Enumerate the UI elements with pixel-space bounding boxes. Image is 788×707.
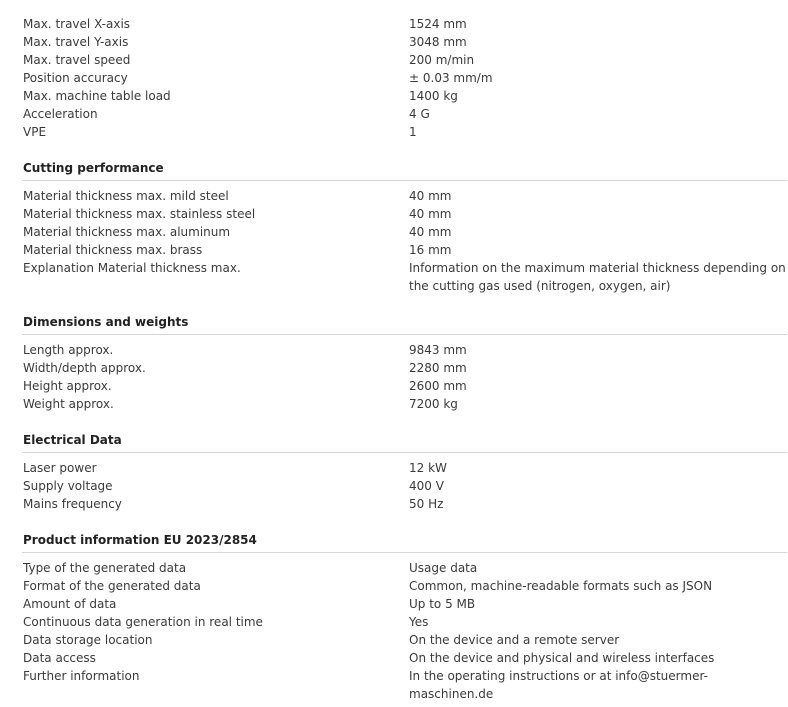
spec-label: Format of the generated data bbox=[23, 579, 201, 593]
spec-row bbox=[23, 69, 788, 87]
spec-row bbox=[23, 459, 788, 477]
spec-label: Data access bbox=[23, 651, 96, 665]
section-dimensions-weights bbox=[23, 313, 788, 413]
spec-row bbox=[23, 123, 788, 141]
spec-value: 12 kW bbox=[409, 461, 447, 475]
section-product-information bbox=[23, 531, 788, 703]
spec-label: Continuous data generation in real time bbox=[23, 615, 263, 629]
spec-label: Material thickness max. aluminum bbox=[23, 225, 231, 239]
spec-label: Max. travel X-axis bbox=[23, 17, 131, 31]
spec-value: 400 V bbox=[409, 479, 444, 493]
spec-row bbox=[23, 205, 788, 223]
spec-row bbox=[23, 595, 788, 613]
spec-value: On the device and physical and wireless interfaces bbox=[409, 651, 715, 665]
spec-value: 2280 mm bbox=[409, 361, 467, 375]
spec-row bbox=[23, 477, 788, 495]
spec-label: Explanation Material thickness max. bbox=[23, 261, 241, 275]
spec-value: Information on the maximum material thickness depending on the cutting gas used (nitrogen, oxygen, air) bbox=[409, 261, 786, 293]
section-cutting-performance bbox=[23, 159, 788, 295]
spec-label: Height approx. bbox=[23, 379, 112, 393]
spec-value: 40 mm bbox=[409, 225, 452, 239]
spec-value: 9843 mm bbox=[409, 343, 467, 357]
spec-value: 3048 mm bbox=[409, 35, 467, 49]
spec-row bbox=[23, 33, 788, 51]
section-spacer bbox=[23, 295, 788, 313]
spec-row bbox=[23, 667, 788, 703]
spec-value: 200 m/min bbox=[409, 53, 475, 67]
section-spacer bbox=[23, 513, 788, 531]
spec-value: Yes bbox=[409, 615, 429, 629]
spec-label: Acceleration bbox=[23, 107, 98, 121]
spec-value: 1 bbox=[409, 125, 417, 139]
spec-row bbox=[23, 559, 788, 577]
spec-value: 1524 mm bbox=[409, 17, 467, 31]
section-heading: Dimensions and weights bbox=[23, 315, 189, 329]
spec-value: ± 0.03 mm/m bbox=[409, 71, 493, 85]
spec-row bbox=[23, 241, 788, 259]
spec-value: Up to 5 MB bbox=[409, 597, 476, 611]
spec-row bbox=[23, 341, 788, 359]
spec-label: Max. travel Y-axis bbox=[23, 35, 129, 49]
spec-label: VPE bbox=[23, 125, 47, 139]
spec-row bbox=[23, 51, 788, 69]
spec-value: Common, machine-readable formats such as JSON bbox=[409, 579, 713, 593]
spec-row bbox=[23, 577, 788, 595]
spec-label: Data storage location bbox=[23, 633, 153, 647]
spec-label: Material thickness max. brass bbox=[23, 243, 203, 257]
spec-row bbox=[23, 631, 788, 649]
spec-label: Length approx. bbox=[23, 343, 114, 357]
section-divider bbox=[22, 552, 787, 553]
spec-row bbox=[23, 359, 788, 377]
spec-label: Max. travel speed bbox=[23, 53, 131, 67]
spec-row bbox=[23, 495, 788, 513]
spec-label: Amount of data bbox=[23, 597, 117, 611]
spec-value: 16 mm bbox=[409, 243, 452, 257]
section-divider bbox=[22, 180, 787, 181]
spec-value: 7200 kg bbox=[409, 397, 458, 411]
spec-label: Width/depth approx. bbox=[23, 361, 146, 375]
spec-value: 40 mm bbox=[409, 207, 452, 221]
spec-label: Supply voltage bbox=[23, 479, 113, 493]
spec-value: 1400 kg bbox=[409, 89, 458, 103]
spec-value: 2600 mm bbox=[409, 379, 467, 393]
section-divider bbox=[22, 452, 787, 453]
spec-label: Max. machine table load bbox=[23, 89, 171, 103]
section-heading: Cutting performance bbox=[23, 161, 164, 175]
spec-label: Weight approx. bbox=[23, 397, 114, 411]
spec-value: 40 mm bbox=[409, 189, 452, 203]
spec-row bbox=[23, 187, 788, 205]
spec-label: Position accuracy bbox=[23, 71, 128, 85]
spec-row bbox=[23, 377, 788, 395]
spec-row bbox=[23, 223, 788, 241]
spec-value: On the device and a remote server bbox=[409, 633, 620, 647]
spec-value: In the operating instructions or at info@stuermer-maschinen.de bbox=[409, 669, 708, 701]
section-spacer bbox=[23, 141, 788, 159]
spec-row bbox=[23, 105, 788, 123]
spec-label: Material thickness max. mild steel bbox=[23, 189, 229, 203]
spec-table bbox=[23, 15, 788, 703]
section-divider bbox=[22, 334, 787, 335]
spec-row bbox=[23, 259, 788, 295]
spec-value: 50 Hz bbox=[409, 497, 444, 511]
section-electrical-data bbox=[23, 431, 788, 513]
spec-row bbox=[23, 613, 788, 631]
spec-value: Usage data bbox=[409, 561, 478, 575]
section-heading: Electrical Data bbox=[23, 433, 122, 447]
section-general bbox=[23, 15, 788, 141]
spec-label: Laser power bbox=[23, 461, 97, 475]
spec-label: Material thickness max. stainless steel bbox=[23, 207, 256, 221]
spec-row bbox=[23, 395, 788, 413]
spec-row bbox=[23, 649, 788, 667]
spec-row bbox=[23, 87, 788, 105]
section-heading: Product information EU 2023/2854 bbox=[23, 533, 257, 547]
spec-value: 4 G bbox=[409, 107, 430, 121]
spec-row bbox=[23, 15, 788, 33]
spec-label: Further information bbox=[23, 669, 140, 683]
section-spacer bbox=[23, 413, 788, 431]
spec-label: Mains frequency bbox=[23, 497, 122, 511]
spec-label: Type of the generated data bbox=[23, 561, 187, 575]
